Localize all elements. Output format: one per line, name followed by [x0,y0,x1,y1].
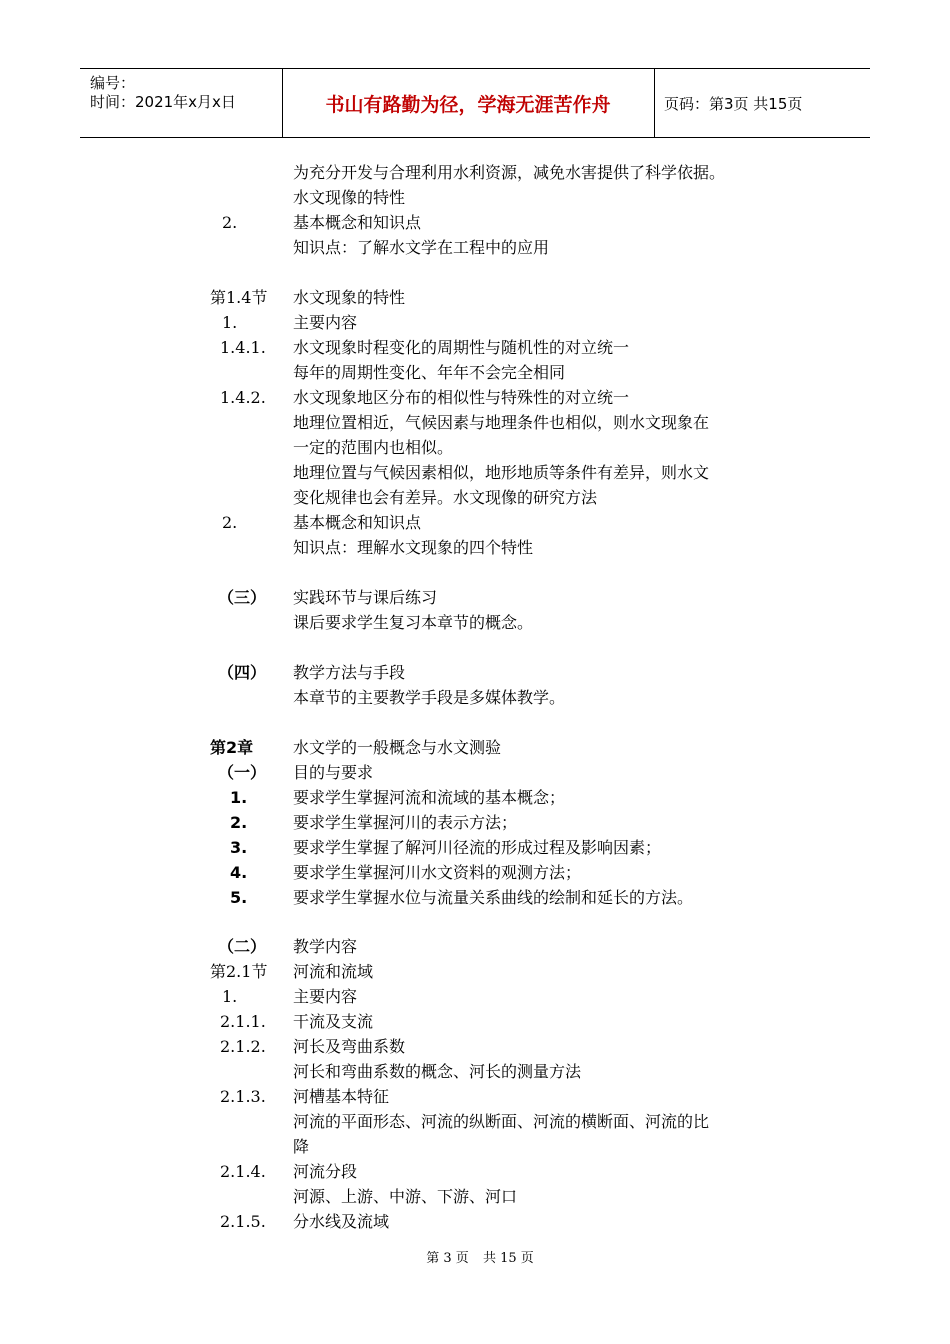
line-number: （二） [218,937,267,956]
line-text: 基本概念和知识点 [293,213,422,232]
line-number: 第2章 [210,738,254,757]
line-text: 水文现象地区分布的相似性与特殊性的对立统一 [293,388,630,407]
line-number: 第2.1节 [210,962,268,981]
footer-page: 第 3 页 [426,1251,469,1266]
line-number: 1.4.1. [220,338,266,357]
line-text: 目的与要求 [293,763,374,782]
line-text: 要求学生掌握河川的表示方法； [293,813,518,832]
line-text: 基本概念和知识点 [293,513,422,532]
footer-total: 共 15 页 [482,1251,534,1266]
header-meta [80,69,283,137]
line-text: 分水线及流域 [293,1212,390,1231]
line-text: 河流的平面形态、河流的纵断面、河流的横断面、河流的比 [293,1112,710,1131]
line-text: 水文现像的特性 [293,188,406,207]
line-text: 河流分段 [293,1162,358,1181]
line-text: 河源、上游、中游、下游、河口 [293,1187,518,1206]
line-number: 2.1.4. [220,1162,266,1181]
line-text: 主要内容 [293,313,358,332]
line-number: 2. [222,213,238,232]
line-number: 1. [222,313,238,332]
line-text: 教学方法与手段 [293,663,406,682]
line-text: 本章节的主要教学手段是多媒体教学。 [293,688,566,707]
line-number: 2. [230,813,248,832]
line-text: 干流及支流 [293,1012,374,1031]
number-label: 编号： [90,74,136,92]
header-page-info: 页码：第3页 共15页 [664,94,803,113]
line-text: 要求学生掌握河流和流域的基本概念； [293,788,566,807]
line-number: 5. [230,888,248,907]
line-text: 教学内容 [293,937,358,956]
line-number: 4. [230,863,248,882]
line-text: 河长及弯曲系数 [293,1037,406,1056]
line-number: 2.1.3. [220,1087,266,1106]
line-text: 实践环节与课后练习 [293,588,438,607]
line-number: 3. [230,838,248,857]
line-number: 1. [230,788,248,807]
line-text: 一定的范围内也相似。 [293,438,454,457]
line-text: 变化规律也会有差异。水文现像的研究方法 [293,488,598,507]
line-text: 课后要求学生复习本章节的概念。 [293,613,534,632]
line-number: 1.4.2. [220,388,266,407]
line-text: 水文学的一般概念与水文测验 [293,738,502,757]
line-text: 要求学生掌握河川水文资料的观测方法； [293,863,582,882]
line-text: 地理位置与气候因素相似，地形地质等条件有差异，则水文 [293,463,710,482]
line-text: 为充分开发与合理利用水利资源，减免水害提供了科学依据。 [293,163,726,182]
line-text: 主要内容 [293,987,358,1006]
line-text: 水文现象的特性 [293,288,406,307]
line-text: 要求学生掌握了解河川径流的形成过程及影响因素； [293,838,662,857]
line-text: 降 [293,1137,310,1156]
line-text: 知识点：理解水文现象的四个特性 [293,538,534,557]
line-number: 1. [222,987,238,1006]
line-number: 2. [222,513,238,532]
line-text: 河长和弯曲系数的概念、河长的测量方法 [293,1062,582,1081]
line-number: （四） [218,663,267,682]
line-text: 要求学生掌握水位与流量关系曲线的绘制和延长的方法。 [293,888,694,907]
header-motto: 书山有路勤为径，学海无涯苦作舟 [282,69,655,137]
line-number: （一） [218,763,267,782]
line-text: 水文现象时程变化的周期性与随机性的对立统一 [293,338,630,357]
line-number: 2.1.2. [220,1037,266,1056]
time-label: 时间：2021年x月x日 [90,93,236,111]
line-text: 地理位置相近，气候因素与地理条件也相似，则水文现象在 [293,413,710,432]
line-number: 2.1.1. [220,1012,266,1031]
line-text: 河流和流域 [293,962,374,981]
line-text: 每年的周期性变化、年年不会完全相同 [293,363,566,382]
page-footer [0,1247,950,1266]
line-number: （三） [218,588,267,607]
line-text: 知识点：了解水文学在工程中的应用 [293,238,550,257]
page-header [80,68,870,138]
line-number: 2.1.5. [220,1212,266,1231]
line-text: 河槽基本特征 [293,1087,390,1106]
line-number: 第1.4节 [210,288,268,307]
